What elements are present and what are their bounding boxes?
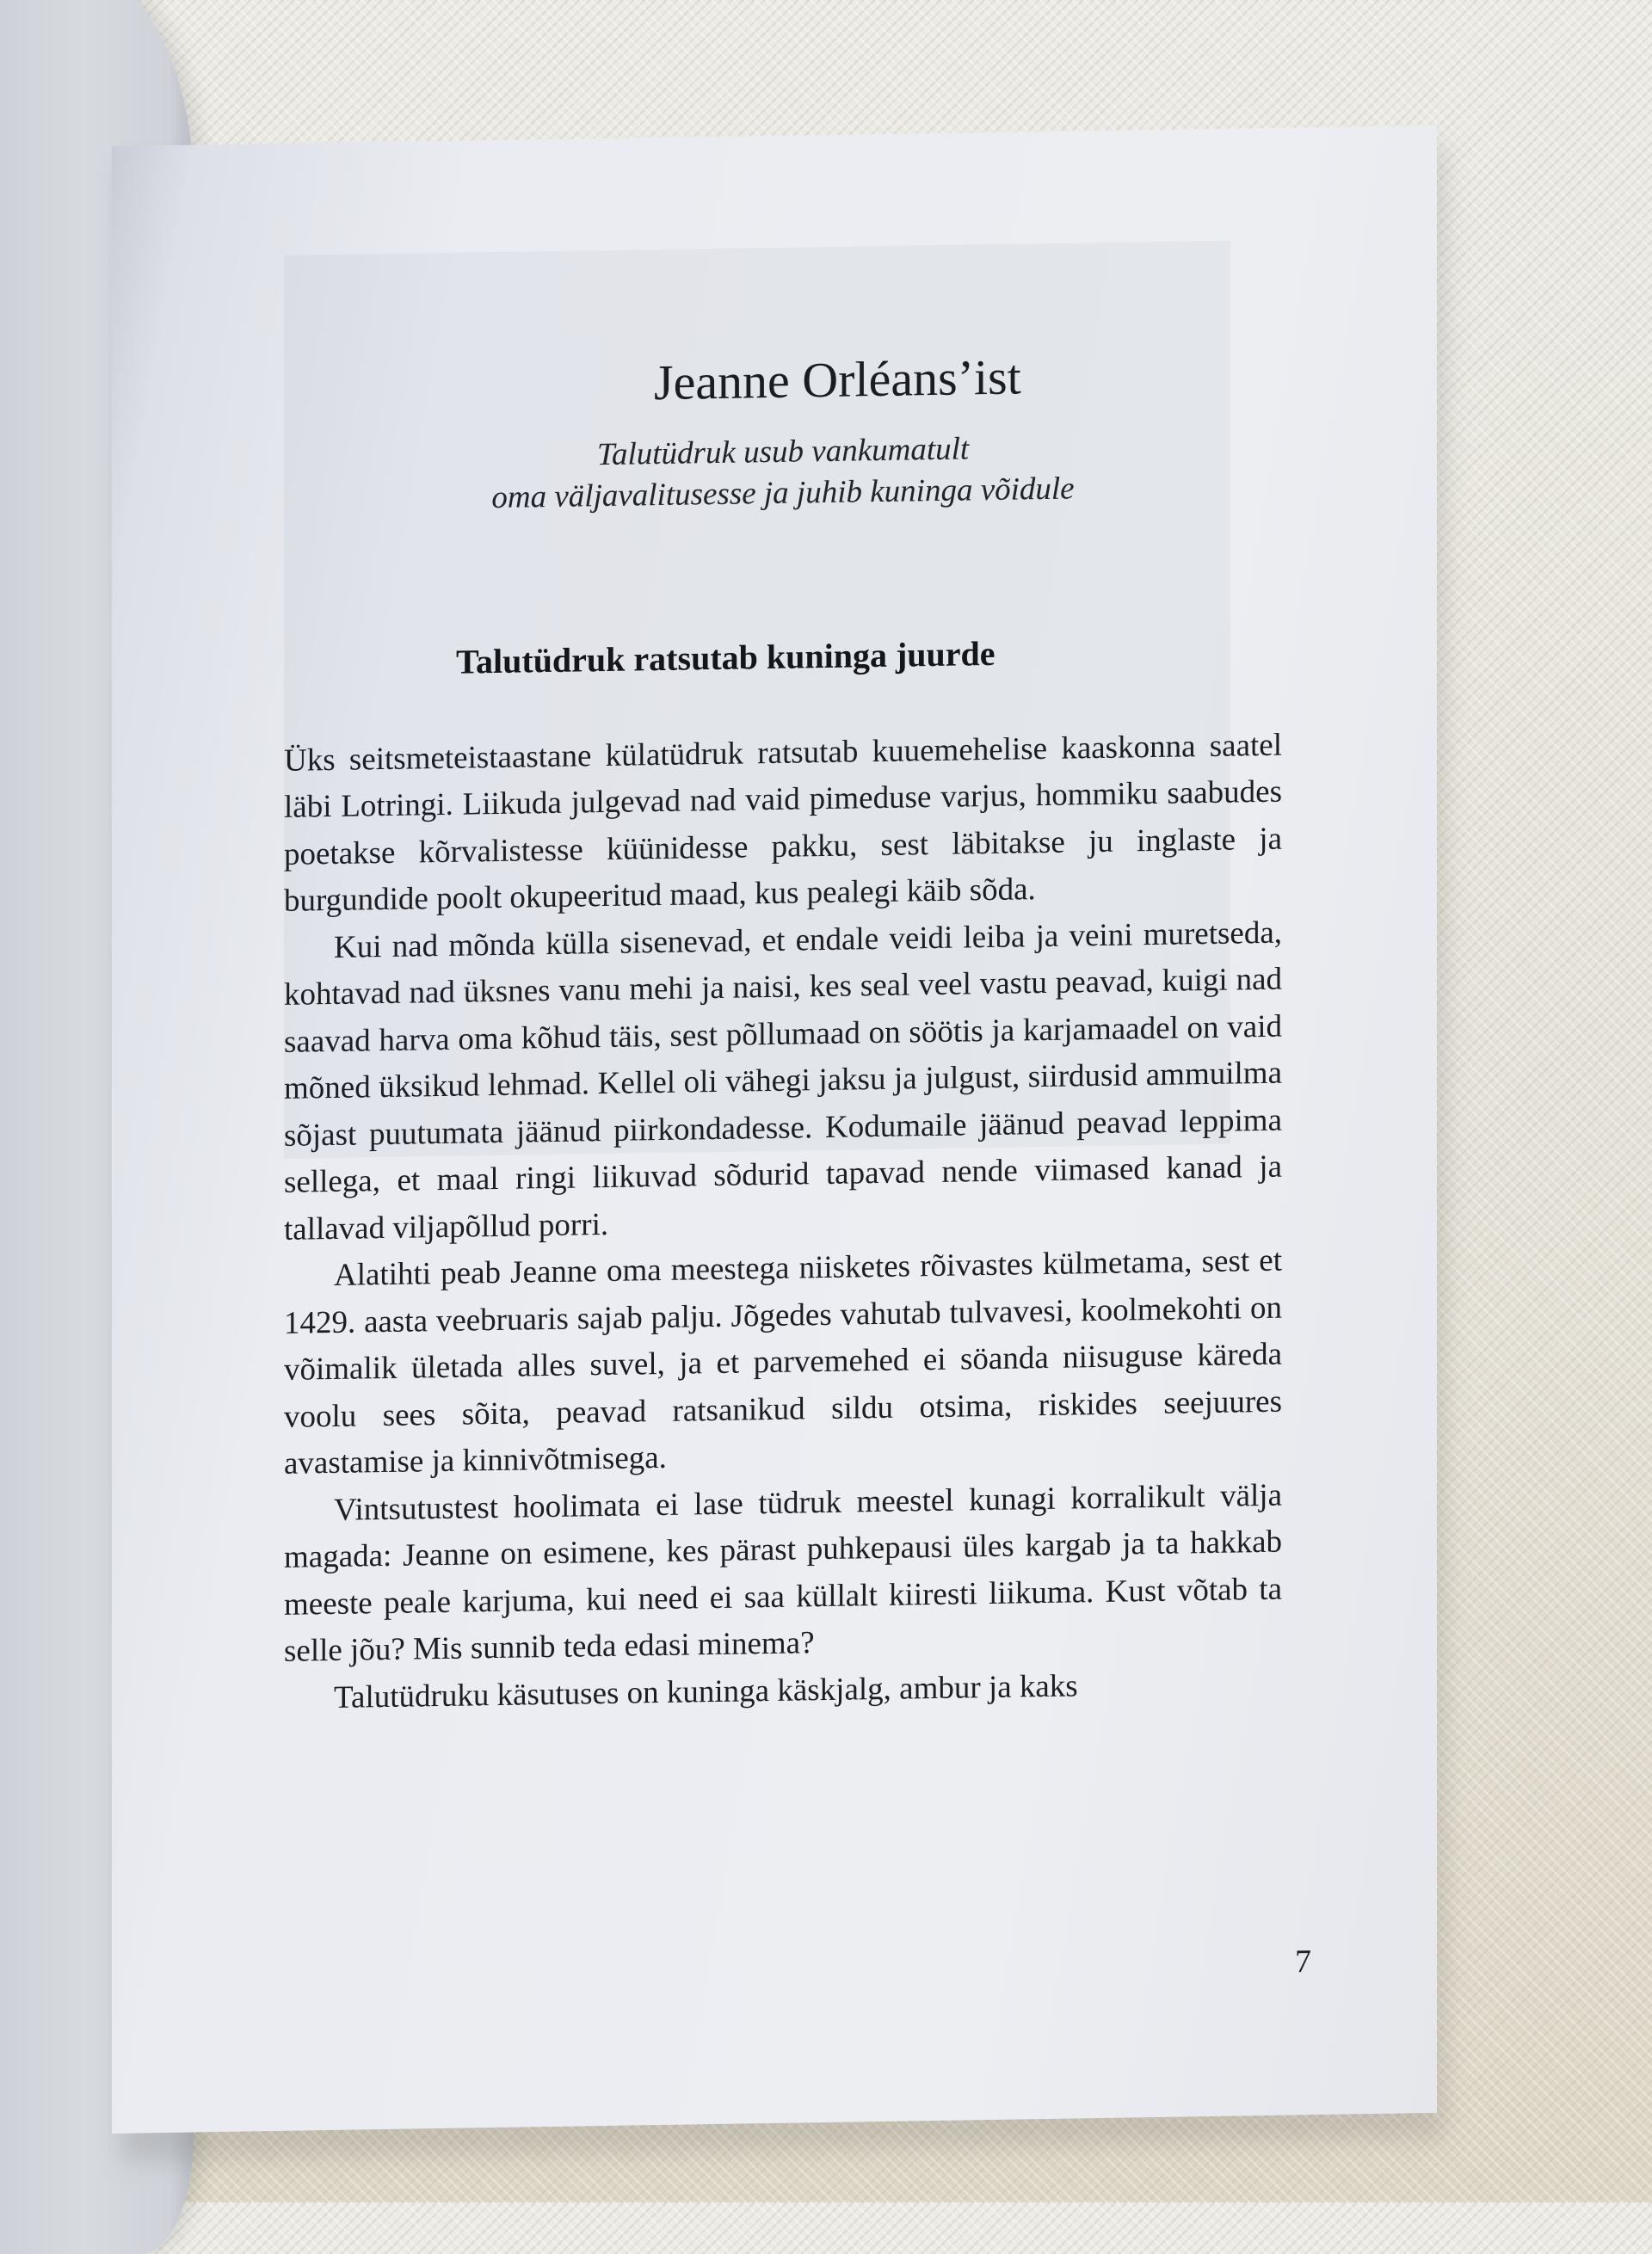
chapter-title: Jeanne Orléans’ist — [654, 348, 1021, 411]
paragraph-2: Kui nad mõnda külla sisenevad, et endale veidi leiba ja veini muretseda, kohtavad nad üksnes vanu mehi ja naisi, kes seal veel vastu peavad, kuigi nad saavad harva oma kõhud täis, sest põllumaad on söötis ja karjamaadel on vaid mõned üksikud lehmad. Kellel oli vähegi jaksu ja julgust, siirdusid ammuilma sõjast puutumata jäänud piirkondadesse. Kodumaile jäänud peavad leppima sellega, et maal ringi liikuvad sõdurid tapavad nende viimased kanad ja tallavad viljapõllud porri. — [284, 915, 1282, 1247]
chapter-subtitle-line-1: Talutüdruk usub vankumatult — [596, 430, 970, 472]
book-page — [112, 126, 1437, 2134]
paragraph-5: Talutüdruku käsutuses on kuninga käskjalg, ambur ja kaks — [334, 1668, 1078, 1715]
chapter-subtitle-line-2: oma väljavalitusesse ja juhib kuninga võidule — [491, 471, 1075, 515]
page-number: 7 — [1295, 1943, 1311, 1980]
page-content — [284, 343, 1282, 1723]
body-text — [284, 722, 1282, 1722]
section-heading: Talutüdruk ratsutab kuninga juurde — [456, 633, 996, 681]
chapter-subtitle — [284, 423, 1282, 521]
paragraph-4: Vintsutustest hoolimata ei lase tüdruk meestel kunagi korralikult välja magada: Jeanne on esimene, kes pärast puhkepausi üles kargab ja ta hakkab meeste peale karjuma, kui need ei saa küllalt kiiresti liikuma. Kust võtab ta selle jõu? Mis sunnib teda edasi minema? — [284, 1477, 1282, 1670]
paragraph-3: Alatihti peab Jeanne oma meestega niisketes rõivastes külmetama, sest et 1429. aasta veebruaris sajab palju. Jõgedes vahutab tulvavesi, koolmekohti on võimalik ületada alles suvel, ja et parvemehed ei söanda niisuguse käreda voolu sees sõita, peavad ratsanikud sildu otsima, riskides seejuures avastamise ja kinnivõtmisega. — [284, 1242, 1282, 1482]
paragraph-1: Üks seitsmeteistaastane külatüdruk ratsutab kuuemehelise kaaskonna saatel läbi Lotringi. Liikuda julgevad nad vaid pimeduse varjus, hommiku saabudes poetakse kõrvalistesse küünidesse pakku, sest läbitakse ju inglaste ja burgundide poolt okupeeritud maad, kus pealegi käib sõda. — [284, 727, 1282, 920]
